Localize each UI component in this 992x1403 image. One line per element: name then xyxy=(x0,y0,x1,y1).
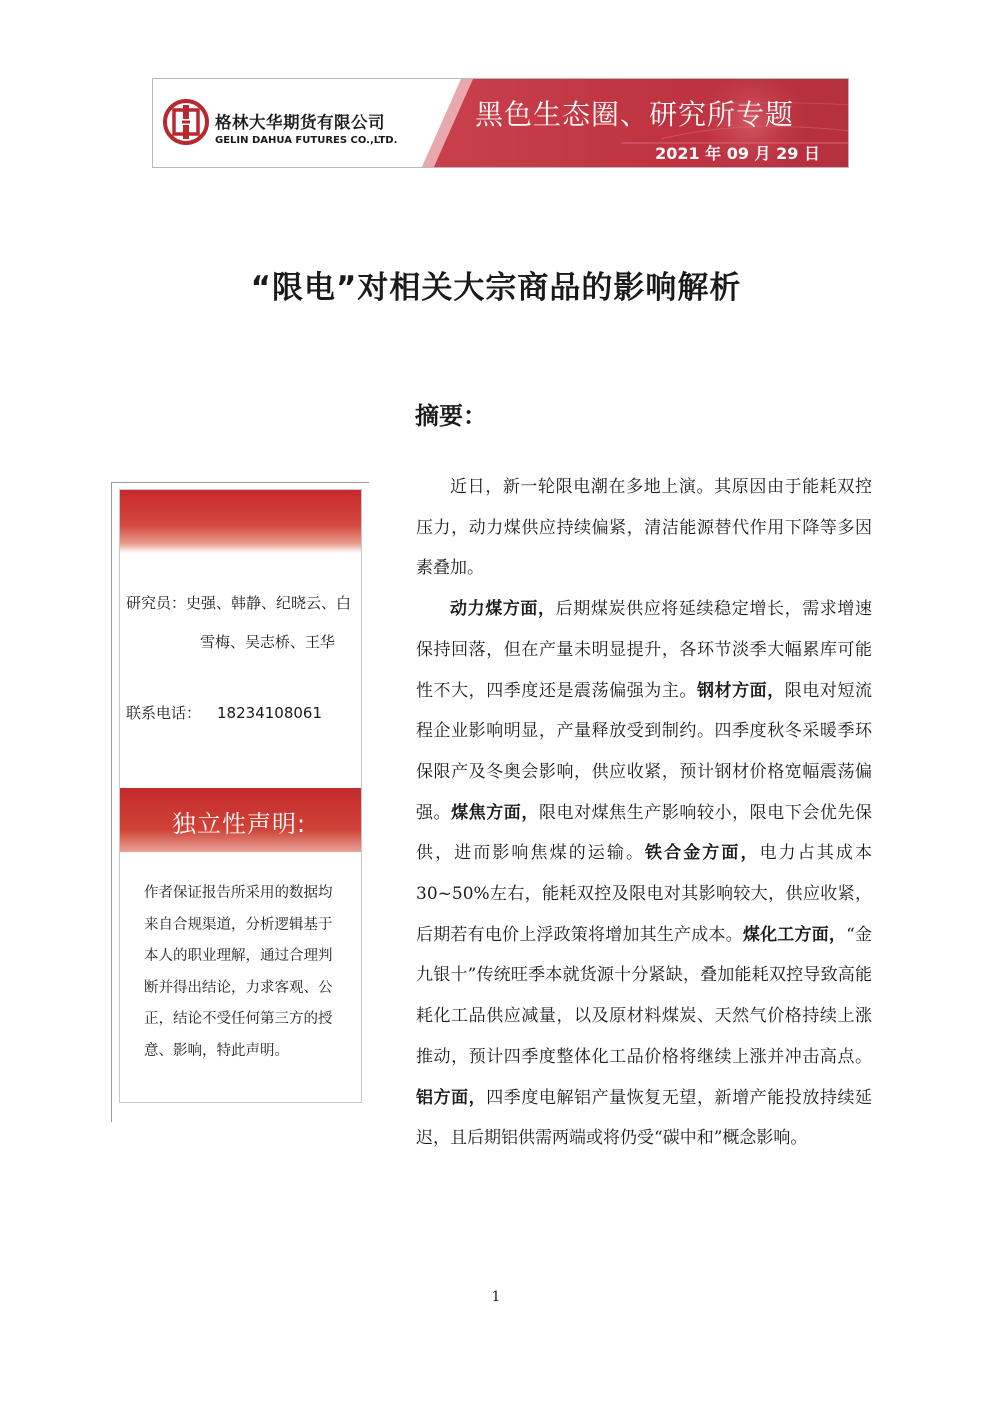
researchers-names: 史强、韩静、纪晓云、白雪梅、吴志桥、王华 xyxy=(186,594,352,651)
sidebar-info-box xyxy=(119,489,362,1103)
paragraph-run: 近日，新一轮限电潮在多地上演。其原因由于能耗双控压力，动力煤供应持续偏紧，清洁能源替代作用下降等多因素叠加。 xyxy=(416,477,872,579)
summary-heading: 摘要： xyxy=(415,402,487,430)
coke-heading: 煤焦方面， xyxy=(451,802,539,823)
paragraph-run: “金九银十”传统旺季本就货源十分紧缺，叠加能耗双控导致高能耗化工品供应减量，以及原材料煤炭、天然气价格持续上涨推动，预计四季度整体化工品价格将继续上涨并冲击高点。 xyxy=(416,924,873,1067)
company-name-cn: 格林大华期货有限公司 xyxy=(215,113,385,132)
contact-label: 联系电话： xyxy=(126,704,202,722)
sidebar-red-band xyxy=(120,490,361,553)
ferroalloy-heading: 铁合金方面， xyxy=(645,843,760,864)
company-name-en: GELIN DAHUA FUTURES CO.,LTD. xyxy=(215,135,398,146)
sidebar-left-rule xyxy=(111,482,112,1122)
contact-phone: 18234108061 xyxy=(217,704,322,722)
declaration-text: 作者保证报告所采用的数据均来自合规渠道，分析逻辑基于本人的职业理解，通过合理判断并得出结论，力求客观、公正，结论不受任何第三方的授意、影响，特此声明。 xyxy=(144,885,333,1059)
paragraph-run: 四季度电解铝产量恢复无望，新增产能投放持续延迟，且后期铝供需两端或将仍受“碳中和”概念影响。 xyxy=(416,1087,873,1149)
steel-heading: 钢材方面， xyxy=(696,680,785,701)
paragraph-run: 限电对煤焦生产影响较小，限电下会优先保供，进而影响焦煤的运输。 xyxy=(416,802,873,864)
paragraph-run: 限电对短流程企业影响明显，产量释放受到制约。四季度秋冬采暖季环保限产及冬奥会影响，供应收紧，预计钢材价格宽幅震荡偏强。 xyxy=(416,680,873,823)
paragraph-run: 电力占其成本 30~50%左右，能耗双控及限电对其影响较大，供应收紧，后期若有电价上浮政策将增加其生产成本。 xyxy=(416,843,873,945)
document-title: “限电”对相关大宗商品的影响解析 xyxy=(250,270,742,306)
page-number: 1 xyxy=(491,1289,501,1305)
gelin-dahua-logo-icon xyxy=(163,99,209,145)
banner-title: 黑色生态圈、研究所专题 xyxy=(475,98,795,131)
summary-body xyxy=(416,467,872,1159)
header-banner xyxy=(152,78,849,168)
researchers-label: 研究员： xyxy=(126,594,187,612)
coal-heading: 动力煤方面， xyxy=(450,599,556,620)
paragraph-run: 后期煤炭供应将延续稳定增长，需求增速保持回落，但在产量未明显提升，各环节淡季大幅累库可能性不大，四季度还是震荡偏强为主。 xyxy=(416,599,873,701)
report-date: 2021 年 09 月 29 日 xyxy=(655,144,820,163)
summary-paragraph-2 xyxy=(416,589,872,1159)
aluminum-heading: 铝方面， xyxy=(416,1087,487,1108)
sidebar-top-rule xyxy=(111,482,369,483)
researchers-block xyxy=(126,584,356,662)
coal-chemical-heading: 煤化工方面， xyxy=(742,924,847,945)
contact-line xyxy=(126,702,322,723)
declaration-title: 独立性声明: xyxy=(172,810,307,838)
summary-paragraph-1 xyxy=(416,467,872,589)
researchers-line xyxy=(126,584,356,662)
